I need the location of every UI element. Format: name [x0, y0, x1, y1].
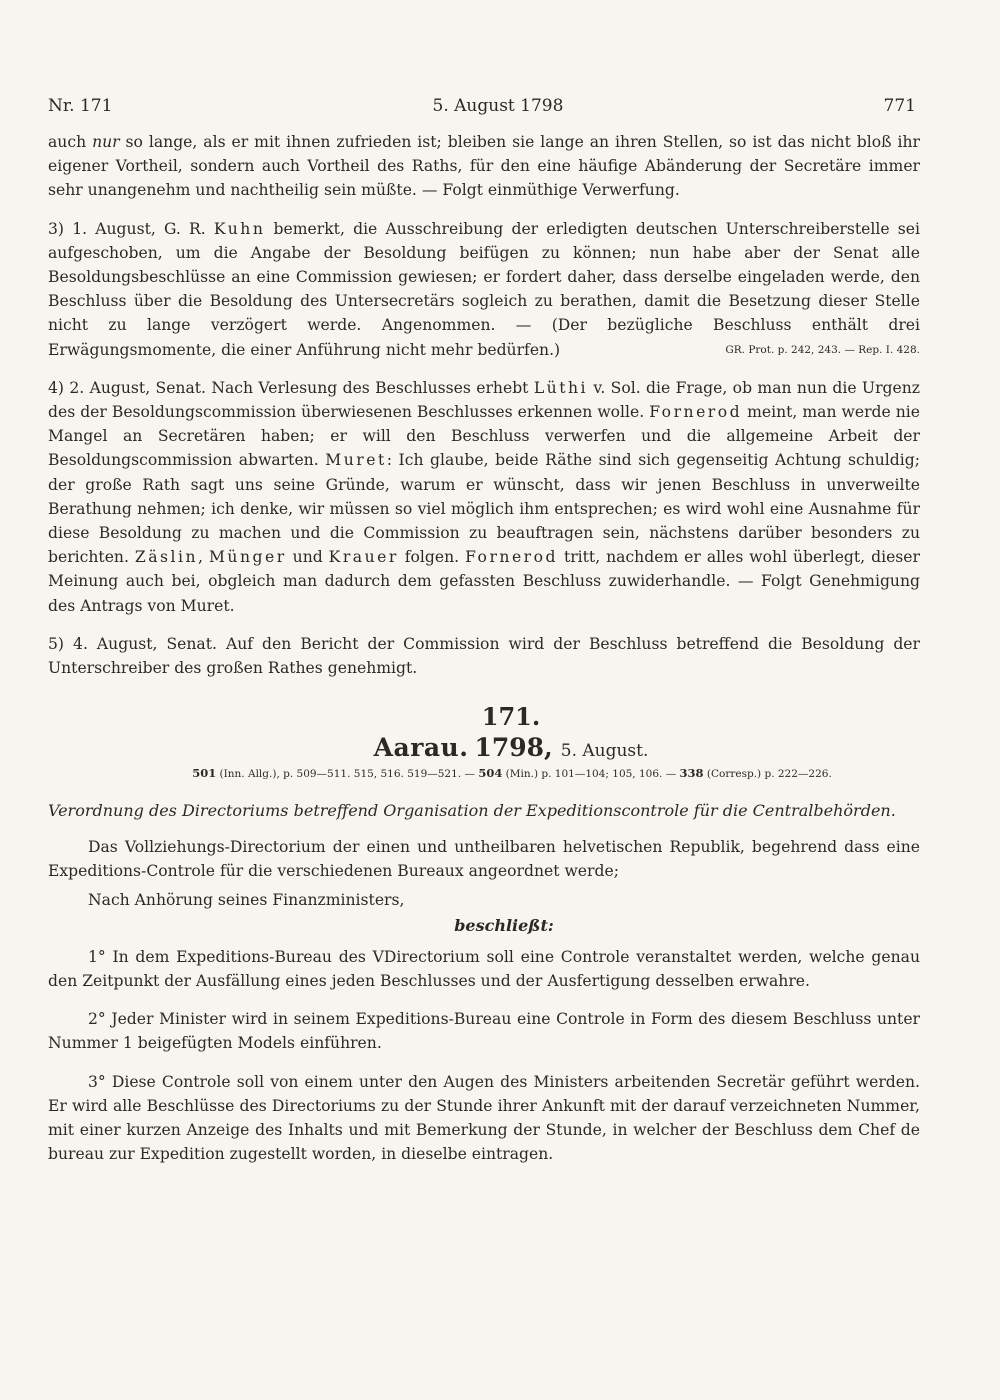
text-run: (Min.) p. 101—104; 105, 106. —	[502, 768, 680, 781]
archive-volume: 501	[192, 766, 217, 781]
archive-volume: 504	[478, 766, 503, 781]
person-name: Muret	[325, 451, 387, 470]
year: 1798,	[474, 733, 553, 763]
person-name: Kuhn	[213, 219, 266, 238]
text-run: bemerkt, die Ausschreibung der erledigten deutschen Unterschreiberstelle sei aufgeschoben, um die Angabe der Besoldung beifügen zu können; nun habe aber der Senat alle Besoldungsbeschlüsse an eine Commission gewiesen; er fordert daher, dass derselbe eingeladen werde, den Beschluss über die Besoldung des Untersecretärs sogleich zu berathen, damit die Besetzung dieser Stelle nicht zu lange verzögert werde. Angenommen. — (Der bezügliche Beschluss enthält drei Erwägungsmomente, die einer Anführung nicht mehr bedürfen.)	[48, 219, 920, 359]
text-run: : Ich glaube, beide Räthe sind sich gegenseitig Achtung schuldig; der große Rath sagt uns seine Gründe, warum er wünscht, dass wir jenen Beschluss in unverweilte Berathung nehmen; ich denke, wir müssen so viel möglich ihm entsprechen; es wird wohl eine Ausnahme für diese Besoldung zu machen und die Commission zu beauftragen sein, nächstens darüber besonders zu berichten.	[48, 451, 920, 567]
paragraph-item-3	[48, 217, 920, 362]
source-reference: GR. Prot. p. 242, 243. — Rep. I. 428.	[725, 343, 920, 356]
article-1: 1° In dem Expeditions-Bureau des VDirectorium soll eine Controle veranstaltet werden, welche genau den Zeitpunkt der Ausfällung eines jeden Beschlusses und der Ausfertigung desselben erwahre.	[48, 947, 920, 991]
document-number-header: Nr. 171	[48, 96, 113, 116]
text-run: v. Sol. die Frage, ob man nun die Urgenz des der Besoldungscommission überwiesenen Beschlusses erkennen wolle.	[48, 378, 920, 422]
person-name: Krauer	[328, 548, 399, 567]
page-number: 771	[883, 96, 916, 116]
text-run: (Inn. Allg.), p. 509—511. 515, 516. 519—521. —	[216, 768, 479, 781]
emphasis: nur	[92, 133, 120, 151]
preamble-2: Nach Anhörung seines Finanzministers,	[88, 890, 405, 909]
person-name: Zäslin	[134, 548, 199, 567]
text-run: 4) 2. August, Senat. Nach Verlesung des Beschlusses erhebt	[48, 378, 534, 397]
text-run: folgen.	[398, 548, 466, 567]
person-name: Münger	[208, 548, 287, 567]
text-run: meint, man werde nie Mangel an Secretären haben; er will den Beschluss verwerfen und die allgemeine Arbeit der Besoldungscommission abwarten.	[48, 403, 920, 470]
place-name: Aarau.	[373, 733, 469, 763]
text-run: so lange, als er mit ihnen zufrieden ist; bleiben sie lange an ihren Stellen, so ist das nicht bloß ihr eigener Vortheil, sondern auch Vortheil des Raths, für den eine häufige Abänderung der Secretäre immer sehr unangenehm und nachtheilig sein müßte. — Folgt einmüthige Verwerfung.	[48, 133, 920, 200]
ordinance-title: Verordnung des Directoriums betreffend Organisation der Expeditionscontrole für die Centralbehörden.	[48, 801, 896, 821]
paragraph-item-5: 5) 4. August, Senat. Auf den Bericht der Commission wird der Beschluss betreffend die Besoldung der Unterschreiber des großen Rathes genehmigt.	[48, 634, 920, 678]
article-3: 3° Diese Controle soll von einem unter den Augen des Ministers arbeitenden Secretär geführt werden. Er wird alle Beschlüsse des Directoriums zu der Stunde ihrer Ankunft mit der darauf verzeichneten Nummer, mit einer kurzen Anzeige des Inhalts und mit Bemerkung der Stunde, in welcher der Beschluss dem Chef de bureau zur Expedition zugestellt worden, in dieselbe eintragen.	[48, 1072, 920, 1164]
text-run: tritt, nachdem er alles wohl überlegt, dieser Meinung auch bei, obgleich man dadurch dem gefassten Beschluss zuwiderhandle. — Folgt Genehmigung des Antrags von Muret.	[48, 548, 920, 615]
person-name: Lüthi	[533, 378, 589, 397]
paragraph-continuation	[48, 130, 920, 203]
date: 5. August.	[560, 741, 649, 762]
text-run: und	[286, 548, 329, 567]
place-date-line	[48, 733, 920, 762]
paragraph-item-4	[48, 376, 920, 618]
archive-volume: 338	[679, 766, 704, 781]
section-number: 171.	[481, 702, 541, 732]
resolution-heading: beschließt:	[454, 915, 554, 935]
page-header	[48, 96, 920, 116]
text-run: (Corresp.) p. 222—226.	[703, 768, 832, 781]
text-run: auch	[48, 133, 93, 151]
person-name: Fornerod	[465, 548, 558, 567]
preamble-1: Das Vollziehungs-Directorium der einen und untheilbaren helvetischen Republik, begehrend dass eine Expeditions-Controle für die verschiedenen Bureaux angeordnet werde;	[48, 838, 920, 881]
article-2: 2° Jeder Minister wird in seinem Expeditions-Bureau eine Controle in Form des diesem Beschluss unter Nummer 1 beigefügten Models einführen.	[48, 1010, 920, 1053]
text-run: ,	[198, 548, 209, 567]
header-date: 5. August 1798	[432, 96, 564, 116]
text-run: 3) 1. August, G. R.	[48, 219, 214, 238]
archive-reference	[48, 766, 920, 780]
person-name: Fornerod	[649, 403, 743, 422]
